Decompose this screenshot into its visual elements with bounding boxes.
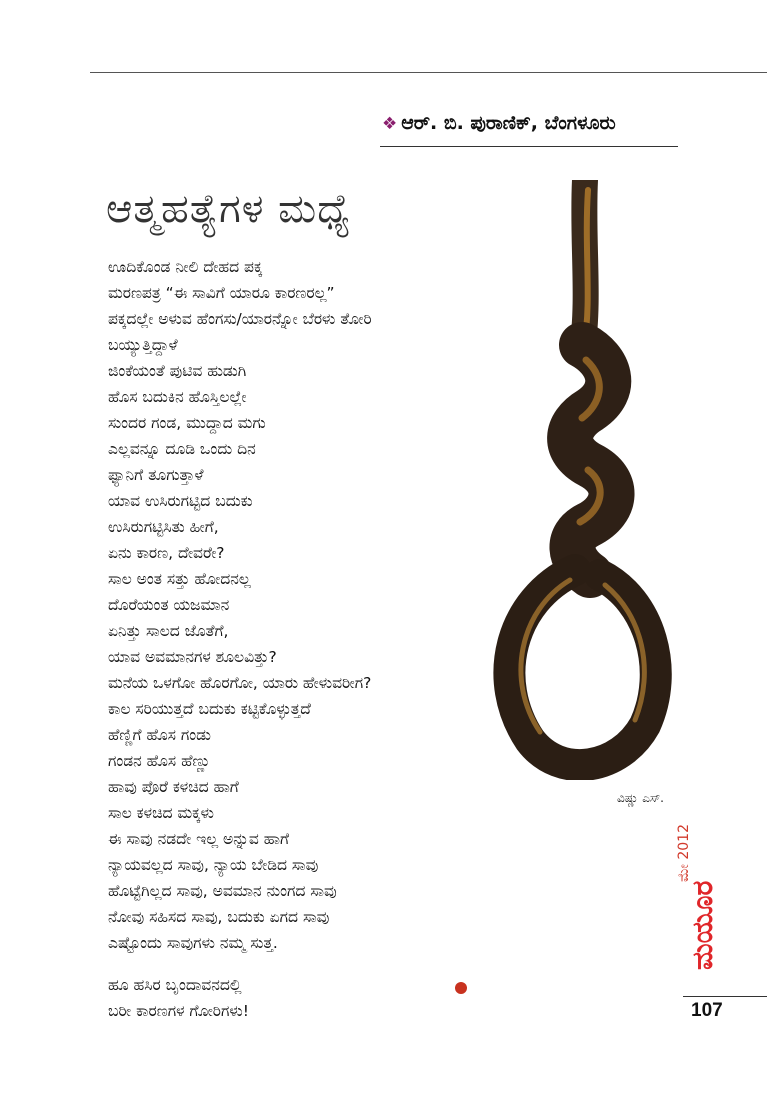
poem-line: ಪಕ್ಕದಲ್ಲೇ ಅಳುವ ಹೆಂಗಸು/ಯಾರನ್ನೋ ಬೆರಳು ತೋರಿ bbox=[108, 310, 372, 328]
poem-line: ಮರಣಪತ್ರ “ಈ ಸಾವಿಗೆ ಯಾರೂ ಕಾರಣರಲ್ಲ” bbox=[108, 284, 335, 302]
poem-line: ಬರೀ ಕಾರಣಗಳ ಗೋರಿಗಳು! bbox=[108, 1002, 249, 1020]
poem-line: ಯಾವ ಅವಮಾನಗಳ ಶೂಲವಿತ್ತು? bbox=[108, 648, 277, 666]
author-byline bbox=[382, 112, 678, 134]
rope-knot bbox=[570, 345, 611, 575]
poem-line: ಜಿಂಕೆಯಂತೆ ಪುಟಿವ ಹುಡುಗಿ bbox=[108, 362, 247, 380]
poem-stanza-2 bbox=[108, 972, 488, 1024]
author-name: ಆರ್. ಬಿ. ಪುರಾಣಿಕ್, ಬೆಂಗಳೂರು bbox=[401, 112, 616, 134]
poem-line: ಊದಿಕೊಂಡ ನೀಲಿ ದೇಹದ ಪಕ್ಕ bbox=[108, 258, 263, 276]
poem-line: ಕಾಲ ಸರಿಯುತ್ತದೆ ಬದುಕು ಕಟ್ಟಿಕೊಳ್ಳುತ್ತದೆ bbox=[108, 700, 311, 718]
magazine-logo: ಮಯೂರ bbox=[686, 880, 719, 970]
poem-line: ಹೂ ಹಸಿರ ಬೃಂದಾವನದಲ್ಲಿ bbox=[108, 976, 242, 994]
noose-illustration bbox=[470, 180, 690, 780]
poem-line: ಗಂಡನ ಹೊಸ ಹೆಣ್ಣು bbox=[108, 752, 211, 770]
rope-loop bbox=[509, 570, 655, 765]
poem-line: ಈ ಸಾವು ನಡದೇ ಇಲ್ಲ ಅನ್ನುವ ಹಾಗೆ bbox=[108, 830, 289, 848]
poem-line: ಬಯ್ಯುತ್ತಿದ್ದಾಳೆ bbox=[108, 336, 178, 354]
top-divider bbox=[90, 72, 767, 73]
poem-line: ನ್ಯಾಯವಲ್ಲದ ಸಾವು, ನ್ಯಾಯ ಬೇಡಿದ ಸಾವು bbox=[108, 856, 319, 874]
poem-line: ಸುಂದರ ಗಂಡ, ಮುದ್ದಾದ ಮಗು bbox=[108, 414, 266, 432]
poem-line: ಸಾಲ ಅಂತ ಸತ್ತು ಹೋದನಲ್ಲ bbox=[108, 570, 251, 588]
poem-line: ಎಷ್ಟೊಂದು ಸಾವುಗಳು ನಮ್ಮ ಸುತ್ತ. bbox=[108, 934, 278, 952]
poem-line: ಎಲ್ಲವನ್ನೂ ದೂಡಿ ಒಂದು ದಿನ bbox=[108, 440, 256, 458]
poem-line: ಹಾವು ಪೊರೆ ಕಳಚಿದ ಹಾಗೆ bbox=[108, 778, 239, 796]
page-number-divider bbox=[683, 996, 767, 997]
rope-top-highlight bbox=[584, 190, 588, 345]
poem-line: ಹೊಸ ಬದುಕಿನ ಹೊಸ್ತಿಲಲ್ಲೇ bbox=[108, 388, 247, 406]
page-number: 107 bbox=[691, 1000, 723, 1021]
poem-line: ಸಾಲ ಕಳಚಿದ ಮಕ್ಕಳು bbox=[108, 804, 214, 822]
poem-stanza-1 bbox=[108, 254, 488, 956]
poem-line: ಹೊಟ್ಟೆಗಿಲ್ಲದ ಸಾವು, ಅವಮಾನ ನುಂಗದ ಸಾವು bbox=[108, 882, 337, 900]
issue-date: ಮೇ 2012 bbox=[676, 824, 692, 882]
poem-line: ಏನಿತ್ತು ಸಾಲದ ಜೊತೆಗೆ, bbox=[108, 622, 229, 640]
end-marker bbox=[455, 982, 467, 994]
poem-line: ದೊರೆಯಂತ ಯಜಮಾನ bbox=[108, 596, 230, 614]
illustration-credit: ವಿಷ್ಣು ಎಸ್. bbox=[617, 791, 665, 805]
poem-line: ಹೆಣ್ಣಿಗೆ ಹೊಸ ಗಂಡು bbox=[108, 726, 211, 744]
poem-title: ಆತ್ಮಹತ್ಯೆಗಳ ಮಧ್ಯೆ bbox=[106, 186, 352, 232]
byline-bullet-icon: ❖ bbox=[382, 114, 398, 134]
poem-line: ಫ್ಯಾನಿಗೆ ತೂಗುತ್ತಾಳೆ bbox=[108, 466, 204, 484]
poem-line: ಉಸಿರುಗಟ್ಟಿಸಿತು ಹೀಗೆ, bbox=[108, 518, 219, 536]
poem-body bbox=[108, 254, 488, 1024]
poem-line: ಯಾವ ಉಸಿರುಗಟ್ಟಿದ ಬದುಕು bbox=[108, 492, 253, 510]
byline-divider bbox=[380, 146, 678, 147]
poem-line: ನೋವು ಸಹಿಸದ ಸಾವು, ಬದುಕು ಏಗದ ಸಾವು bbox=[108, 908, 330, 926]
poem-line: ಏನು ಕಾರಣ, ದೇವರೇ? bbox=[108, 544, 225, 562]
poem-line: ಮನೆಯ ಒಳಗೋ ಹೊರಗೋ, ಯಾರು ಹೇಳುವರೀಗ? bbox=[108, 674, 372, 692]
